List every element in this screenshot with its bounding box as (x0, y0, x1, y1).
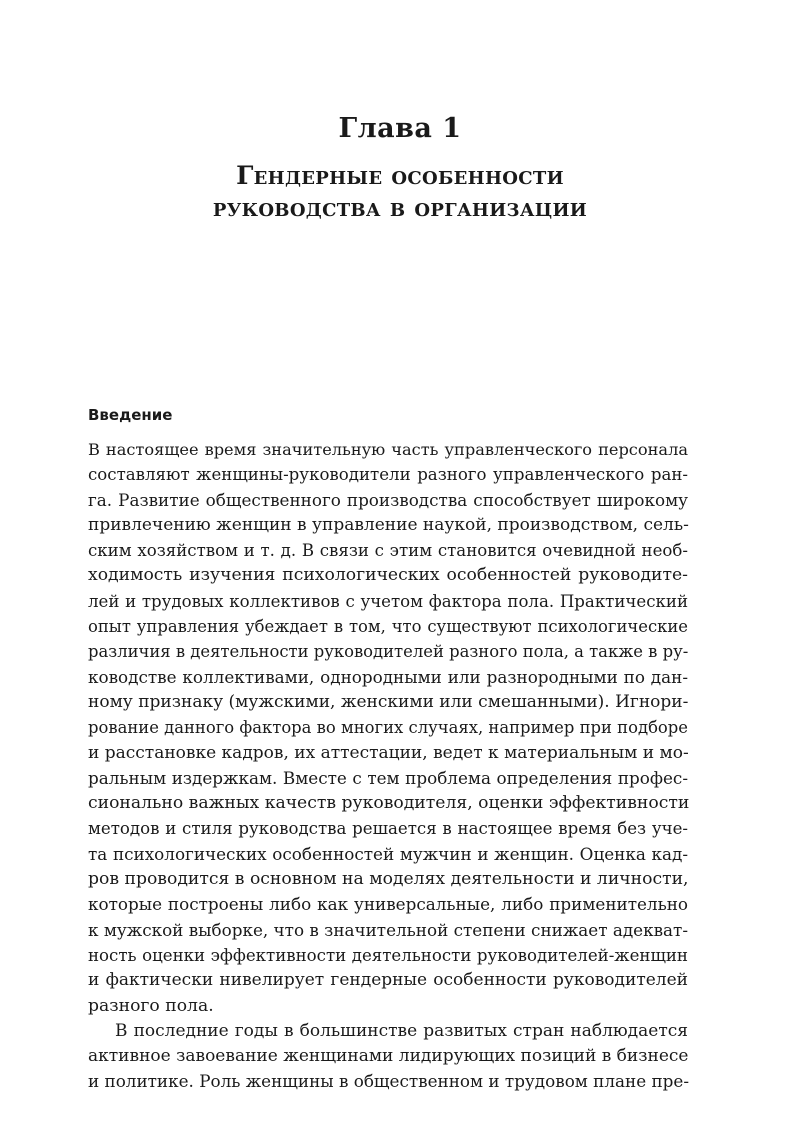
text-line: методов и стиля руководства решается в настоящее время без уче- (88, 819, 688, 839)
chapter-title-line: руководства в организации (212, 193, 588, 222)
text-line: В последние годы в большинстве развитых стран наблюдается (115, 1020, 688, 1041)
text-line: разного пола. (88, 995, 214, 1016)
text-line: В настоящее время значительную часть управленческого персонала (88, 440, 688, 459)
text-line: ров проводится в основном на моделях деятельности и личности, (88, 869, 689, 890)
text-line: различия в деятельности руководителей разного пола, а также в ру- (88, 642, 689, 662)
text-line: к мужской выборке, что в значительной степени снижает адекват- (88, 919, 688, 940)
text-line: составляют женщины-руководители разного управленческого ран- (88, 465, 688, 485)
text-line: лей и трудовых коллективов с учетом фактора пола. Практический (88, 591, 688, 611)
text-line: ному признаку (мужскими, женскими или смешанными). Игнори- (88, 691, 689, 712)
body-text (88, 437, 688, 1095)
text-line: и фактически нивелирует гендерные особенности руководителей (88, 970, 688, 991)
paragraph (88, 437, 688, 1019)
text-line: и расстановке кадров, их аттестации, ведет к материальным и мо- (88, 742, 689, 763)
text-line: активное завоевание женщинами лидирующих позиций в бизнесе (88, 1046, 689, 1067)
text-line: которые построены либо как универсальные, либо применительно (88, 894, 688, 915)
chapter-title (0, 160, 800, 224)
chapter-label: Глава 1 (338, 113, 462, 144)
text-line: ководстве коллективами, однородными или разнородными по дан- (88, 666, 688, 687)
text-line: ходимость изучения психологических особенностей руководите- (88, 565, 688, 586)
paragraph (88, 1019, 688, 1095)
text-line: ским хозяйством и т. д. В связи с этим становится очевидной необ- (88, 541, 688, 561)
chapter-title-line: Гендерные особенности (236, 161, 564, 190)
section-heading: Введение (88, 406, 173, 424)
text-line: ность оценки эффективности деятельности руководителей-женщин (88, 945, 688, 965)
text-line: та психологических особенностей мужчин и женщин. Оценка кад- (88, 843, 688, 864)
text-line: ральным издержкам. Вместе с тем проблема определения профес- (88, 767, 688, 788)
text-line: и политике. Роль женщины в общественном и трудовом плане пре- (88, 1071, 690, 1092)
text-line: опыт управления убеждает в том, что существуют психологические (88, 617, 688, 637)
text-line: рование данного фактора во многих случаях, например при подборе (88, 718, 688, 738)
text-line: сионально важных качеств руководителя, оценки эффективности (88, 793, 690, 814)
text-line: га. Развитие общественного производства способствует широкому (88, 489, 688, 510)
text-line: привлечению женщин в управление наукой, производством, сель- (88, 514, 689, 535)
